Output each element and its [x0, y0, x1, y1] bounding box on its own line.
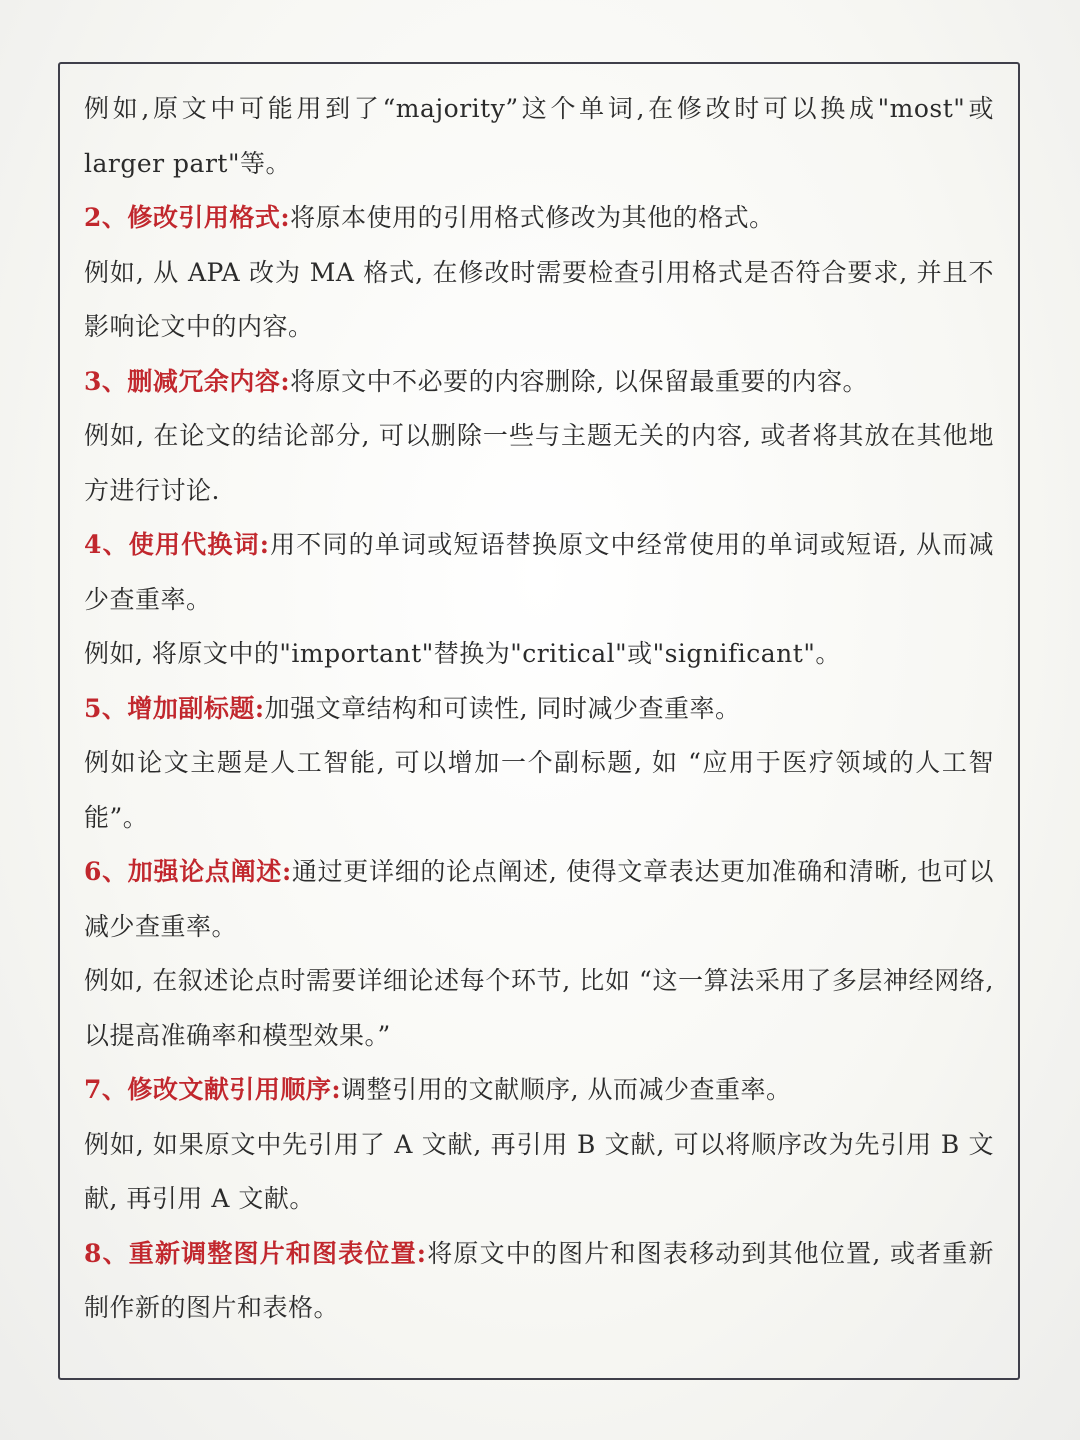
paragraph-text: 例如,原文中可能用到了“majority”这个单词,在修改时可以换成"most"或 larger part"等。 [84, 94, 994, 178]
paragraph [84, 355, 994, 410]
paragraph [84, 1118, 994, 1227]
paragraph-text: 将原文中不必要的内容删除, 以保留最重要的内容。 [290, 366, 869, 396]
document-page [58, 62, 1020, 1380]
paragraph-text: 用不同的单词或短语替换原文中经常使用的单词或短语, 从而减少查重率。 [84, 530, 994, 614]
paragraph-text: 调整引用的文献顺序, 从而减少查重率。 [341, 1075, 792, 1104]
paragraph-text: 将原本使用的引用格式修改为其他的格式。 [290, 203, 775, 232]
paragraph [84, 627, 994, 682]
item-heading: 4、使用代换词: [84, 530, 270, 559]
item-heading: 3、删减冗余内容: [84, 366, 291, 396]
paragraph [84, 736, 994, 845]
paragraph-text: 例如, 在论文的结论部分, 可以删除一些与主题无关的内容, 或者将其放在其他地方进行讨论. [84, 421, 994, 505]
item-heading: 5、增加副标题: [84, 693, 265, 723]
paragraph [84, 409, 994, 518]
paragraph [84, 682, 994, 737]
item-heading: 8、重新调整图片和图表位置: [84, 1238, 427, 1268]
item-heading: 6、加强论点阐述: [84, 857, 292, 886]
item-heading: 2、修改引用格式: [84, 203, 291, 232]
paragraph [84, 518, 994, 627]
paragraph-text: 例如, 在叙述论点时需要详细论述每个环节, 比如 “这一算法采用了多层神经网络, 以提高准确率和模型效果。” [84, 966, 994, 1050]
paragraph-text: 加强文章结构和可读性, 同时减少查重率。 [264, 693, 741, 723]
paragraph [84, 954, 994, 1063]
paragraph [84, 845, 994, 954]
paragraph-text: 通过更详细的论点阐述, 使得文章表达更加准确和清晰, 也可以减少查重率。 [84, 857, 994, 941]
paragraph-text: 例如论文主题是人工智能, 可以增加一个副标题, 如 “应用于医疗领域的人工智能”。 [84, 748, 994, 832]
paragraph-text: 将原文中的图片和图表移动到其他位置, 或者重新制作新的图片和表格。 [84, 1238, 994, 1322]
paragraph [84, 1063, 994, 1118]
paragraph-text: 例如, 如果原文中先引用了 A 文献, 再引用 B 文献, 可以将顺序改为先引用 B 文献, 再引用 A 文献。 [84, 1129, 994, 1213]
paragraph-text: 例如, 将原文中的"important"替换为"critical"或"significant"。 [84, 639, 841, 668]
paragraph [84, 246, 994, 355]
document-body [84, 82, 994, 1366]
paragraph [84, 191, 994, 246]
paragraph [84, 1227, 994, 1336]
paragraph-text: 例如, 从 APA 改为 MA 格式, 在修改时需要检查引用格式是否符合要求, 并且不影响论文中的内容。 [84, 257, 994, 341]
item-heading: 7、修改文献引用顺序: [84, 1075, 342, 1104]
paragraph [84, 82, 994, 191]
